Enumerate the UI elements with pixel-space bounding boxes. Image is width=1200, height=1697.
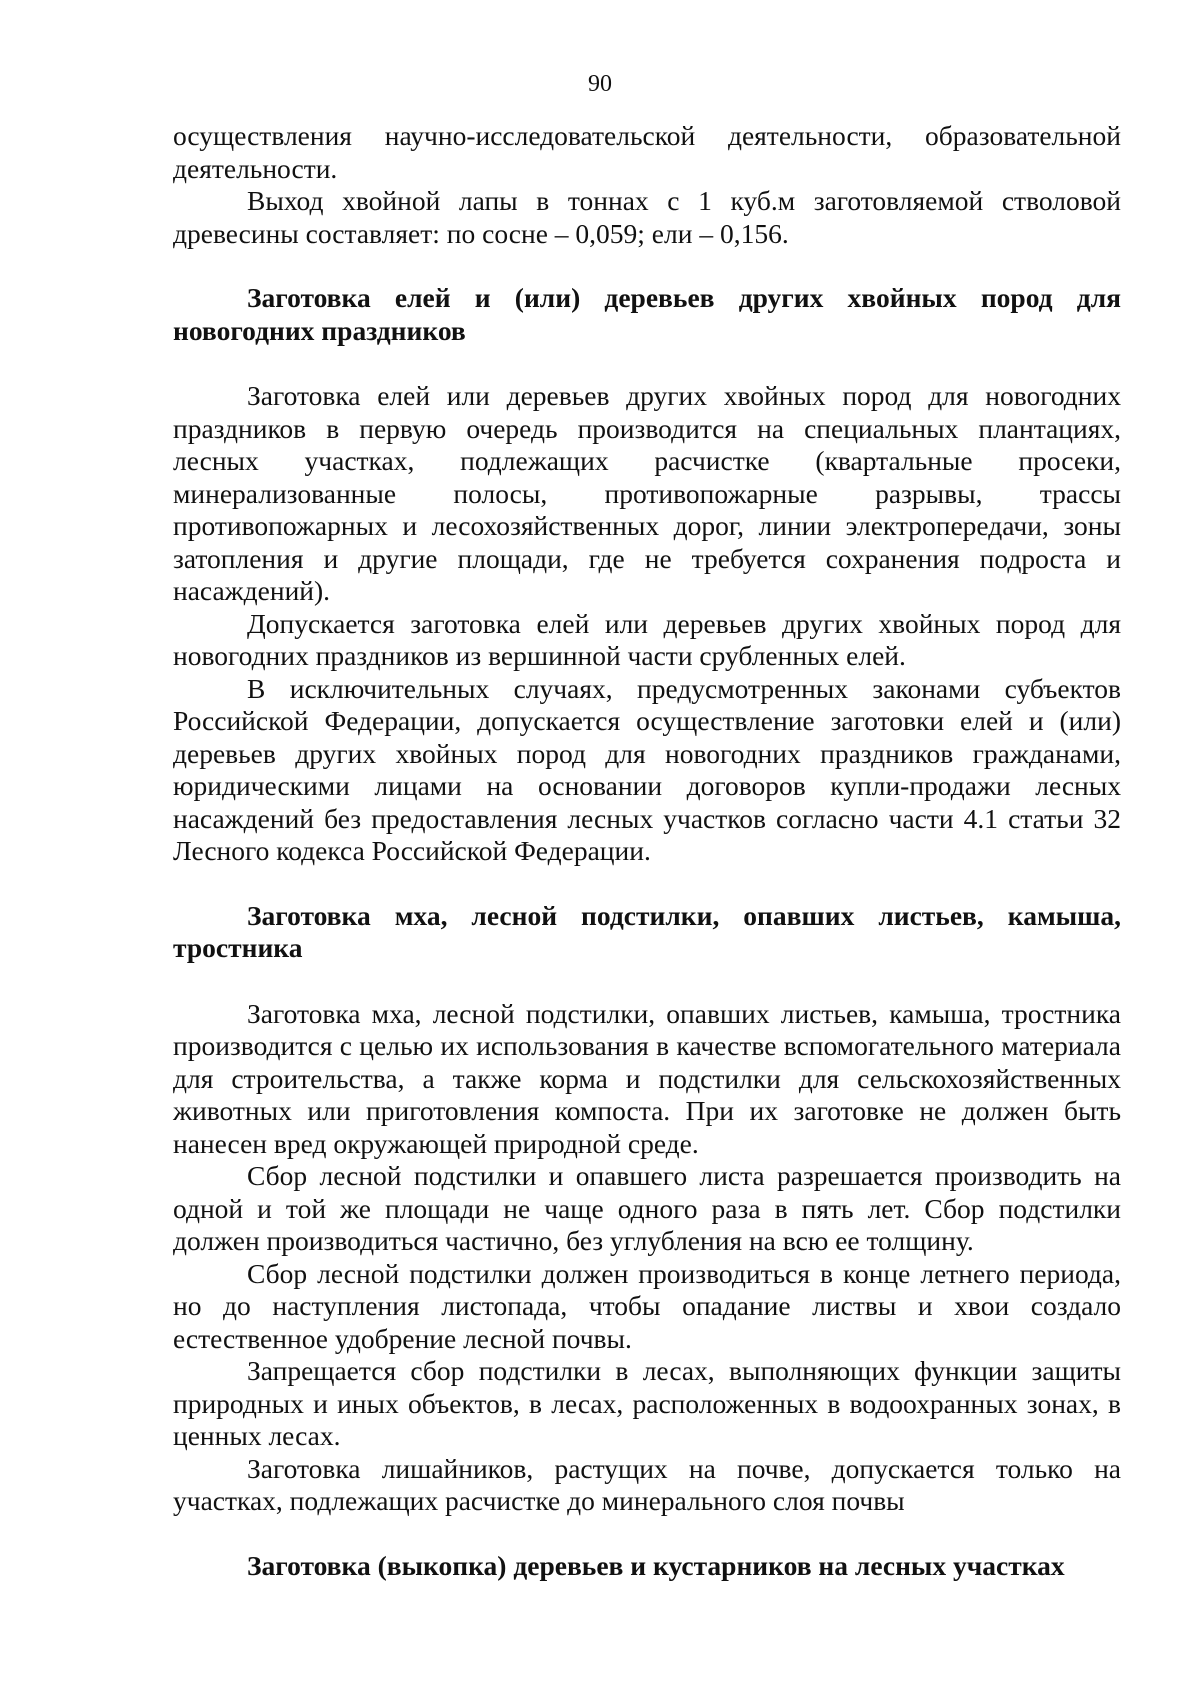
paragraph: В исключительных случаях, предусмотренных законами субъектов Российской Федерации, допускается осуществление заготовки елей и (или) деревьев других хвойных пород для новогодних праздников гражданами, юридическими лицами на основании договоров купли-продажи лесных насаждений без предоставления лесных участков согласно части 4.1 статьи 32 Лесного кодекса Российской Федерации. [173,672,1121,866]
paragraph: Допускается заготовка елей или деревьев других хвойных пород для новогодних праздников из вершинной части срубленных елей. [173,607,1121,671]
section-heading: Заготовка (выкопка) деревьев и кустарников на лесных участках [247,1549,1065,1581]
paragraph: Сбор лесной подстилки должен производиться в конце летнего периода, но до наступления листопада, чтобы опадание листвы и хвои создало естественное удобрение лесной почвы. [173,1257,1121,1354]
page-number: 90 [588,71,612,97]
paragraph: Сбор лесной подстилки и опавшего листа разрешается производить на одной и той же площади не чаще одного раза в пять лет. Сбор подстилки должен производиться частично, без углубления на всю ее толщину. [173,1160,1121,1256]
paragraph: осуществления научно-исследовательской деятельности, образовательной деятельности. [173,120,1121,184]
paragraph: Заготовка лишайников, растущих на почве, допускается только на участках, подлежащих расчистке до минерального слоя почвы [173,1452,1121,1516]
section-heading: Заготовка елей и (или) деревьев других хвойных пород для новогодних праздников [173,282,1121,346]
paragraph: Заготовка елей или деревьев других хвойных пород для новогодних праздников в первую очередь производится на специальных плантациях, лесных участках, подлежащих расчистке (квартальные просеки, минерализованные полосы, противопожарные разрывы, трассы противопожарных и лесохозяйственных дорог, линии электропередачи, зоны затопления и другие площади, где не требуется сохранения подроста и насаждений). [173,380,1121,606]
paragraph: Выход хвойной лапы в тоннах с 1 куб.м заготовляемой стволовой древесины составляет: по сосне – 0,059; ели – 0,156. [173,185,1121,249]
paragraph: Запрещается сбор подстилки в лесах, выполняющих функции защиты природных и иных объектов, в лесах, расположенных в водоохранных зонах, в ценных лесах. [173,1355,1121,1451]
document-body [173,120,1121,1582]
paragraph: Заготовка мха, лесной подстилки, опавших листьев, камыша, тростника производится с целью их использования в качестве вспомогательного материала для строительства, а также корма и подстилки для сельскохозяйственных животных или приготовления компоста. При их заготовке не должен быть нанесен вред окружающей природной среде. [173,997,1121,1159]
section-heading: Заготовка мха, лесной подстилки, опавших листьев, камыша, тростника [173,899,1121,963]
